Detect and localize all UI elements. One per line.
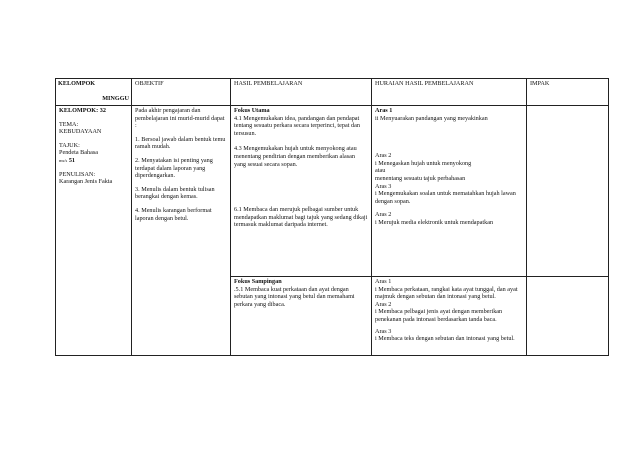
penulisan-label: PENULISAN: bbox=[59, 170, 96, 178]
objektif-intro: Pada akhir pengajaran dan pembelajaran ini murid-murid dapat : bbox=[135, 107, 225, 130]
header-hasil: HASIL PEMBELAJARAN bbox=[231, 79, 372, 106]
fokus-utama-item-2: 4.3 Mengemukakan hujah untuk menyokong atau menentang pendirian dengan memberikan alasan yang sesuai secara sopan. bbox=[234, 145, 357, 168]
fokus-sampingan-text: .5.1 Membaca kuat perkataan dan ayat dengan sebutan yang intonasi yang betul dan memahami perkara yang dibaca. bbox=[234, 285, 355, 308]
tajuk-small: ms/s bbox=[59, 157, 68, 163]
header-minggu: MINGGU bbox=[102, 94, 129, 102]
header-kelompok-minggu bbox=[56, 79, 132, 106]
sampingan-aras2-title: Aras 2 bbox=[375, 300, 392, 308]
cell-fokus-utama bbox=[231, 106, 372, 277]
penulisan-value: Karangan Jenis Fakta bbox=[59, 178, 113, 186]
tajuk-page bbox=[59, 157, 128, 165]
lesson-plan-table bbox=[55, 78, 609, 356]
huraian-aras1-text: ii Menyuarakan pandangan yang meyakinkan bbox=[375, 114, 488, 122]
tema-label: TEMA: bbox=[59, 120, 79, 128]
header-row bbox=[56, 79, 609, 106]
objektif-item-1: 1. Bersoal jawab dalam bentuk temu ramah mudah. bbox=[135, 135, 226, 151]
fokus-utama-item-1: 4.1 Mengemukakan idea, pandangan dan pendapat tentang sesuatu perkara secara terperinci, tepat dan tersusun. bbox=[234, 114, 360, 137]
huraian-aras2b-title: Aras 2 bbox=[375, 211, 392, 219]
fokus-sampingan-title: Fokus Sampingan bbox=[234, 278, 282, 285]
header-huraian: HURAIAN HASIL PEMBELAJARAN bbox=[372, 79, 527, 106]
huraian-aras2b-text: i Merujuk media elektronik untuk mendapatkan bbox=[375, 218, 494, 226]
huraian-aras3-title: Aras 3 bbox=[375, 182, 392, 190]
tajuk-num: 51 bbox=[68, 156, 75, 164]
sampingan-aras3-title: Aras 3 bbox=[375, 327, 392, 335]
cell-huraian-utama bbox=[372, 106, 527, 277]
sampingan-aras1-text: i Membaca perkataan, rangkai kata ayat tunggal, dan ayat majmuk dengan sebutan dan intonasi yang betul. bbox=[375, 285, 518, 301]
header-impak: IMPAK bbox=[527, 79, 609, 106]
objektif-item-3: 3. Menulis dalam bentuk tulisan berangkai dengan kemas. bbox=[135, 185, 215, 201]
fokus-utama-item-3: 6.1 Membaca dan merujuk pelbagai sumber untuk mendapatkan maklumat bagi tajuk yang sedang dikaji termasuk maklumat daripada internet. bbox=[234, 206, 368, 229]
sampingan-aras2-text: i Membaca pelbagai jenis ayat dengan memberikan penekanan pada intonasi berdasarkan tanda baca. bbox=[375, 308, 503, 323]
huraian-aras2a-title: Aras 2 bbox=[375, 152, 392, 160]
sampingan-aras3-text: i Membaca teks dengan sebutan dan intonasi yang betul. bbox=[375, 335, 515, 343]
objektif-item-4: 4. Menulis karangan berformat laporan dengan betul. bbox=[135, 206, 212, 222]
cell-impak-sampingan bbox=[527, 277, 609, 356]
fokus-utama-title: Fokus Utama bbox=[234, 107, 270, 114]
cell-fokus-sampingan bbox=[231, 277, 372, 356]
header-objektif: OBJEKTIF bbox=[132, 79, 231, 106]
tajuk-label: TAJUK: bbox=[59, 141, 80, 149]
header-kelompok: KELOMPOK bbox=[58, 80, 96, 87]
huraian-aras2a-l1: i Menegaskan hujah untuk menyokong bbox=[375, 159, 472, 167]
row-main bbox=[56, 106, 609, 277]
cell-kelompok-info bbox=[56, 106, 132, 356]
tema-value: KEBUDAYAAN bbox=[59, 128, 102, 136]
huraian-aras3-text: i Mengemukakan soalan untuk mematahkan hujah lawan dengan sopan. bbox=[375, 190, 516, 205]
huraian-aras2a-l3: menentang sesuatu tajuk perbahasan bbox=[375, 174, 466, 182]
cell-huraian-sampingan bbox=[372, 277, 527, 356]
huraian-aras2a-l2: atau bbox=[375, 167, 386, 175]
objektif-item-2: 2. Menyatakan isi penting yang terdapat dalam laporan yang diperdengarkan. bbox=[135, 156, 213, 180]
kelompok-value: KELOMPOK: 32 bbox=[59, 107, 106, 114]
cell-objektif bbox=[132, 106, 231, 356]
sampingan-aras1-title: Aras 1 bbox=[375, 278, 392, 285]
huraian-aras1-title: Aras 1 bbox=[375, 107, 393, 114]
cell-impak-utama bbox=[527, 106, 609, 277]
tajuk-value: Pendeta Bahasa bbox=[59, 149, 99, 157]
